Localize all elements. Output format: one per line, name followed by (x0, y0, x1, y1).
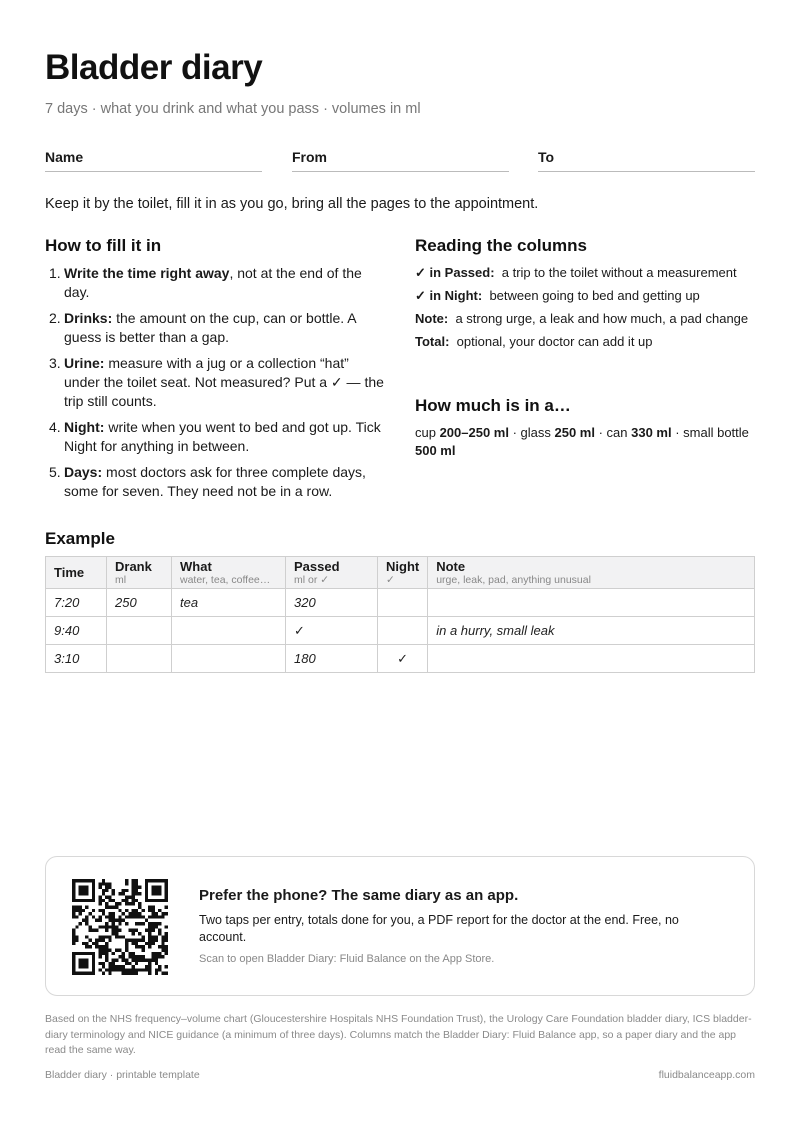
from-field[interactable] (292, 149, 509, 172)
step-number: 2. (49, 310, 61, 326)
table-cell (428, 645, 755, 673)
step-bold: Write the time right away (64, 265, 230, 281)
promo-body: Two taps per entry, totals done for you, a PDF report for the doctor at the end. Free, no account. (199, 913, 679, 944)
to-label: To (538, 149, 555, 165)
table-cell: 3:10 (46, 645, 107, 673)
example-table (45, 556, 755, 673)
amount-label: · small bottle (671, 425, 753, 440)
amounts-heading: How much is in a… (415, 396, 571, 415)
table-row (46, 589, 755, 617)
table-cell: ✓ (378, 645, 428, 673)
reading-row (415, 310, 760, 328)
howto-step (45, 354, 385, 411)
from-label: From (292, 149, 327, 165)
page-subtitle: 7 days · what you drink and what you pass · volumes in ml (45, 101, 421, 117)
table-cell (107, 617, 172, 645)
footer-left: Bladder diary · printable template (45, 1069, 200, 1081)
table-cell: in a hurry, small leak (428, 617, 755, 645)
app-promo-card (45, 856, 755, 996)
table-cell (378, 617, 428, 645)
step-bold: Drinks: (64, 310, 113, 326)
amount-label: · glass (508, 425, 555, 440)
reading-term: ✓ in Night: (415, 288, 483, 303)
name-field[interactable] (45, 149, 262, 172)
howto-heading: How to fill it in (45, 236, 162, 255)
amount-label: · can (594, 425, 632, 440)
example-heading: Example (45, 529, 115, 548)
qr-code-icon[interactable] (72, 879, 168, 975)
table-cell: 180 (286, 645, 378, 673)
reading-rows (415, 264, 760, 356)
reading-desc: a strong urge, a leak and how much, a pad change (448, 311, 749, 326)
reading-desc: optional, your doctor can add it up (449, 334, 653, 349)
amount-value: 250 ml (554, 425, 595, 440)
reading-row (415, 264, 760, 282)
reading-desc: between going to bed and getting up (482, 288, 700, 303)
reading-term: ✓ in Passed: (415, 265, 495, 280)
table-cell (428, 589, 755, 617)
step-text: most doctors ask for three complete days, some for seven. They need not be in a row. (64, 464, 366, 499)
table-cell: 7:20 (46, 589, 107, 617)
table-row (46, 617, 755, 645)
promo-title: Prefer the phone? The same diary as an app. (199, 887, 519, 904)
sources-footnote: Based on the NHS frequency–volume chart (Gloucestershire Hospitals NHS Foundation Trust), the Urology Care Foundation bladder diary, ICS bladder-diary terminology and NICE guidance (a minimum of three days). Columns match the Bladder Diary: Fluid Balance app, so a paper diary and the app read the same way. (45, 1013, 752, 1056)
step-bold: Urine: (64, 355, 105, 371)
reading-row (415, 287, 760, 305)
step-text: , not at the end of the day. (64, 265, 362, 300)
table-header-row (46, 557, 755, 589)
column-header-passed: Passed ml or ✓ (286, 557, 378, 589)
column-header-night: Night ✓ (378, 557, 428, 589)
reading-term: Total: (415, 334, 450, 349)
howto-step (45, 418, 385, 456)
reading-row (415, 333, 760, 351)
step-number: 1. (49, 265, 61, 281)
table-cell: 320 (286, 589, 378, 617)
howto-step (45, 264, 385, 302)
promo-note: Scan to open Bladder Diary: Fluid Balance on the App Store. (199, 953, 495, 965)
step-number: 5. (49, 464, 61, 480)
reading-term: Note: (415, 311, 449, 326)
table-cell (172, 645, 286, 673)
table-cell (107, 645, 172, 673)
step-bold: Night: (64, 419, 105, 435)
amounts-text (415, 424, 760, 460)
reading-heading: Reading the columns (415, 236, 587, 255)
table-cell (378, 589, 428, 617)
amount-label: cup (415, 425, 440, 440)
step-number: 3. (49, 355, 61, 371)
column-header-time: Time (46, 557, 107, 589)
step-text: write when you went to bed and got up. Tick Night for anything in between. (64, 419, 381, 454)
table-cell: 250 (107, 589, 172, 617)
table-cell: 9:40 (46, 617, 107, 645)
howto-steps (45, 264, 385, 508)
step-number: 4. (49, 419, 61, 435)
intro-text: Keep it by the toilet, fill it in as you go, bring all the pages to the appointment. (45, 196, 539, 212)
reading-desc: a trip to the toilet without a measurement (494, 265, 737, 280)
howto-step (45, 309, 385, 347)
step-text: the amount on the cup, can or bottle. A guess is better than a gap. (64, 310, 356, 345)
table-cell: ✓ (286, 617, 378, 645)
howto-step (45, 463, 385, 501)
amount-value: 330 ml (631, 425, 672, 440)
amount-value: 500 ml (415, 443, 456, 458)
step-bold: Days: (64, 464, 103, 480)
step-text: measure with a jug or a collection “hat” under the toilet seat. Not measured? Put a ✓ — the trip still counts. (64, 355, 384, 409)
footer-website-link[interactable]: fluidbalanceapp.com (658, 1069, 755, 1081)
column-header-what: What water, tea, coffee… (172, 557, 286, 589)
table-row (46, 645, 755, 673)
page-title: Bladder diary (45, 48, 263, 87)
table-cell: tea (172, 589, 286, 617)
amount-value: 200–250 ml (439, 425, 509, 440)
to-field[interactable] (538, 149, 755, 172)
name-label: Name (45, 149, 84, 165)
table-cell (172, 617, 286, 645)
column-header-note: Note urge, leak, pad, anything unusual (428, 557, 755, 589)
column-header-drank: Drank ml (107, 557, 172, 589)
